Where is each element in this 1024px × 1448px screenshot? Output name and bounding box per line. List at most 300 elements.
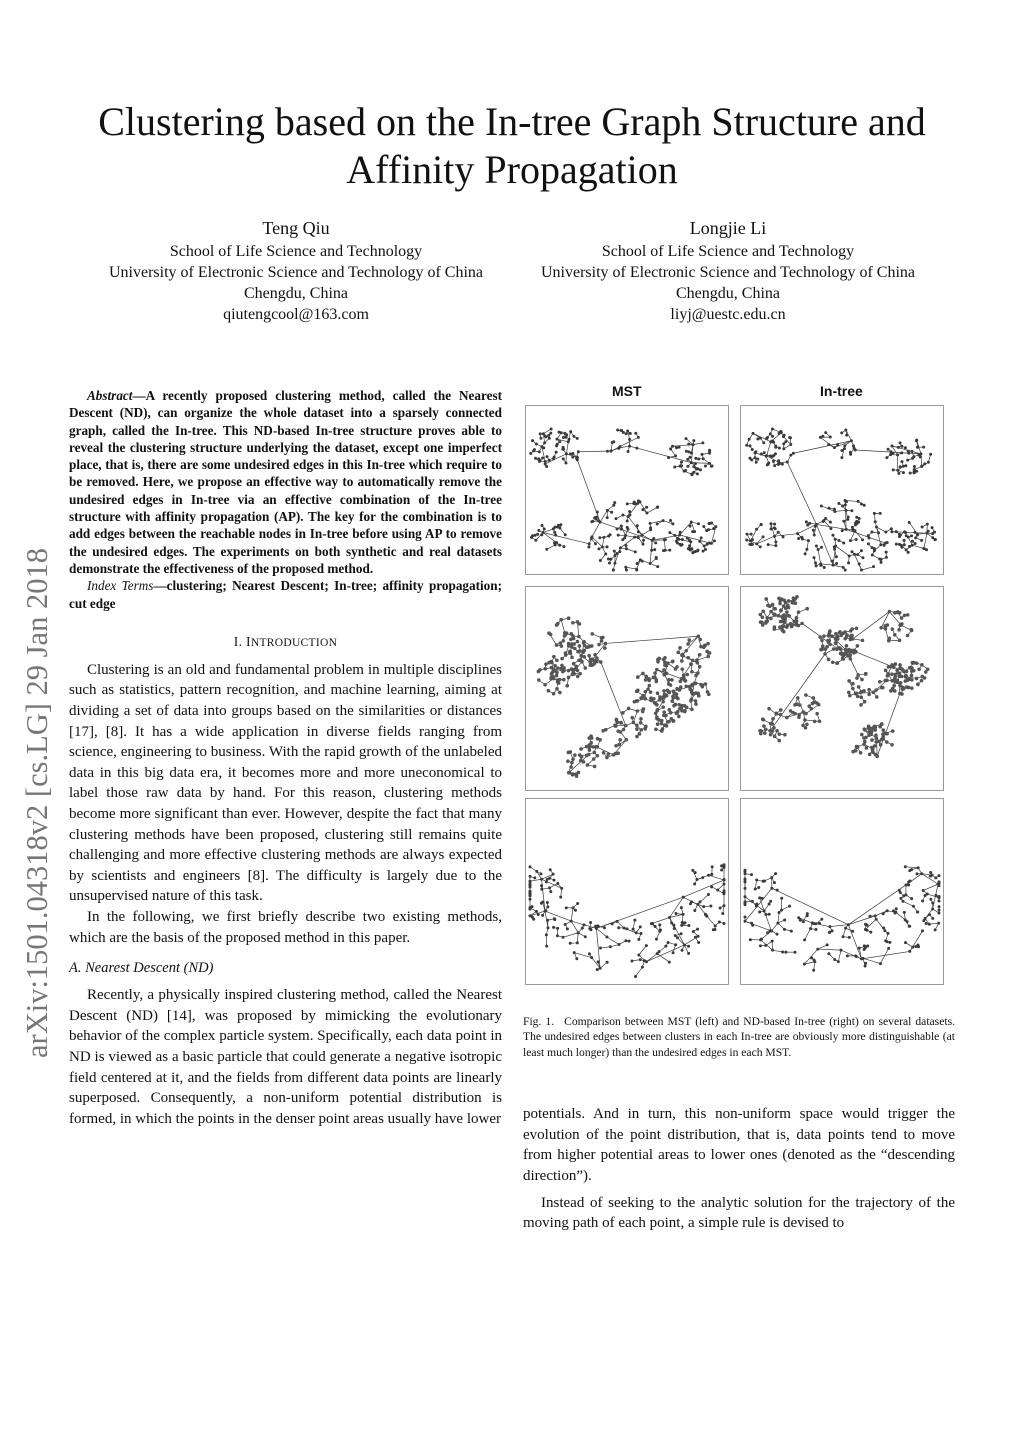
author-city: Chengdu, China	[676, 285, 780, 302]
graph-node	[755, 902, 758, 905]
graph-node	[934, 928, 937, 931]
graph-node	[562, 666, 566, 670]
graph-node	[938, 880, 941, 883]
graph-node	[850, 439, 853, 442]
graph-node	[575, 665, 579, 669]
graph-node	[889, 689, 893, 693]
graph-node	[556, 622, 560, 626]
graph-node	[567, 669, 571, 673]
graph-node	[624, 939, 627, 942]
graph-edge	[657, 954, 669, 962]
graph-node	[896, 680, 900, 684]
graph-node	[745, 444, 748, 447]
graph-node	[565, 906, 568, 909]
graph-node	[677, 703, 681, 707]
graph-node	[558, 544, 561, 547]
graph-node	[680, 932, 683, 935]
graph-node	[774, 445, 777, 448]
panel-mst-3	[525, 798, 729, 985]
graph-node	[544, 662, 548, 666]
graph-node	[796, 532, 799, 535]
graph-node	[761, 610, 765, 614]
graph-node	[780, 909, 783, 912]
graph-node	[572, 637, 576, 641]
graph-node	[540, 533, 543, 536]
graph-node	[537, 529, 540, 532]
graph-node	[576, 458, 579, 461]
graph-node	[672, 951, 675, 954]
graph-node	[617, 926, 620, 929]
graph-node	[549, 890, 552, 893]
graph-node	[769, 900, 772, 903]
graph-node	[570, 656, 574, 660]
graph-node	[851, 687, 855, 691]
graph-node	[843, 444, 846, 447]
graph-node	[534, 539, 537, 542]
graph-node	[799, 919, 802, 922]
graph-node	[576, 650, 580, 654]
graph-node	[604, 553, 607, 556]
graph-node	[795, 619, 799, 623]
graph-node	[900, 445, 903, 448]
graph-node	[674, 934, 677, 937]
graph-node	[920, 872, 923, 875]
graph-node	[701, 685, 705, 689]
graph-node	[911, 946, 914, 949]
graph-node	[751, 900, 754, 903]
graph-node	[540, 902, 543, 905]
graph-node	[895, 543, 898, 546]
graph-node	[890, 527, 893, 530]
graph-node	[797, 537, 800, 540]
graph-node	[891, 729, 895, 733]
graph-node	[938, 874, 941, 877]
graph-node	[678, 646, 682, 650]
graph-node	[601, 636, 605, 640]
graph-node	[626, 502, 629, 505]
graph-node	[847, 561, 850, 564]
graph-node	[694, 871, 697, 874]
graph-node	[910, 678, 914, 682]
graph-node	[698, 638, 702, 642]
graph-node	[826, 943, 829, 946]
graph-node	[893, 675, 897, 679]
graph-edge	[923, 884, 938, 890]
graph-node	[869, 931, 872, 934]
graph-node	[844, 428, 847, 431]
graph-node	[587, 654, 591, 658]
graph-node	[599, 967, 602, 970]
graph-node	[938, 905, 941, 908]
graph-node	[547, 661, 551, 665]
graph-node	[697, 694, 701, 698]
graph-edge	[757, 536, 775, 544]
graph-node	[871, 553, 874, 556]
graph-node	[580, 755, 584, 759]
graph-node	[913, 470, 916, 473]
graph-node	[583, 666, 587, 670]
graph-node	[833, 508, 836, 511]
graph-node	[798, 703, 802, 707]
graph-node	[686, 465, 689, 468]
graph-node	[678, 707, 682, 711]
graph-node	[851, 682, 855, 686]
graph-node	[847, 515, 850, 518]
graph-node	[806, 914, 809, 917]
graph-node	[782, 447, 785, 450]
graph-node	[579, 747, 583, 751]
graph-node	[850, 627, 854, 631]
graph-node	[788, 436, 791, 439]
graph-edge	[862, 567, 874, 570]
graph-node	[687, 952, 690, 955]
graph-node	[929, 898, 932, 901]
graph-edge	[680, 522, 692, 535]
graph-node	[614, 724, 618, 728]
graph-node	[662, 689, 666, 693]
graph-node	[675, 687, 679, 691]
graph-edge	[577, 933, 578, 943]
graph-node	[590, 632, 594, 636]
graph-node	[652, 676, 656, 680]
graph-node	[626, 429, 629, 432]
panel-intree-1	[740, 405, 944, 575]
graph-edge	[818, 949, 841, 950]
graph-node	[692, 439, 695, 442]
graph-intree-2	[741, 587, 943, 790]
graph-edge	[651, 918, 669, 924]
graph-node	[543, 441, 546, 444]
graph-node	[672, 704, 676, 708]
graph-node	[863, 700, 867, 704]
graph-node	[619, 721, 623, 725]
graph-node	[649, 526, 652, 529]
graph-node	[870, 531, 873, 534]
graph-node	[916, 910, 919, 913]
graph-node	[902, 894, 905, 897]
graph-node	[887, 673, 891, 677]
graph-node	[608, 561, 611, 564]
index-terms-body: —clustering; Nearest Descent; In-tree; affinity propagation; cut edge	[69, 578, 502, 611]
graph-node	[639, 925, 642, 928]
graph-node	[842, 520, 845, 523]
graph-node	[632, 928, 635, 931]
graph-node	[649, 690, 653, 694]
graph-node	[534, 457, 537, 460]
graph-node	[773, 523, 776, 526]
graph-node	[837, 960, 840, 963]
graph-node	[886, 940, 889, 943]
graph-node	[925, 922, 928, 925]
graph-node	[812, 556, 815, 559]
graph-node	[863, 728, 867, 732]
graph-node	[759, 545, 762, 548]
graph-node	[529, 892, 532, 895]
graph-node	[572, 906, 575, 909]
graph-node	[553, 664, 557, 668]
graph-node	[771, 435, 774, 438]
graph-node	[688, 456, 691, 459]
graph-node	[781, 463, 784, 466]
graph-node	[599, 660, 603, 664]
graph-node	[906, 613, 910, 617]
graph-node	[537, 670, 541, 674]
graph-node	[707, 693, 711, 697]
graph-node	[833, 446, 836, 449]
graph-node	[886, 541, 889, 544]
graph-node	[707, 522, 710, 525]
graph-node	[773, 613, 777, 617]
graph-node	[635, 723, 639, 727]
graph-node	[555, 438, 558, 441]
graph-node	[862, 736, 866, 740]
graph-node	[920, 465, 923, 468]
graph-node	[694, 674, 698, 678]
graph-node	[916, 533, 919, 536]
graph-edge	[635, 967, 642, 976]
graph-node	[861, 556, 864, 559]
graph-node	[929, 871, 932, 874]
graph-edge	[665, 540, 666, 550]
graph-node	[670, 922, 673, 925]
graph-node	[723, 889, 726, 892]
graph-node	[874, 520, 877, 523]
graph-node	[834, 637, 838, 641]
graph-node	[702, 905, 705, 908]
graph-node	[748, 457, 751, 460]
graph-node	[818, 635, 822, 639]
graph-node	[543, 667, 547, 671]
graph-node	[819, 564, 822, 567]
graph-node	[848, 936, 851, 939]
graph-node	[751, 538, 754, 541]
graph-node	[542, 446, 545, 449]
graph-node	[922, 919, 925, 922]
graph-node	[596, 745, 600, 749]
graph-node	[602, 751, 606, 755]
graph-node	[683, 709, 687, 713]
graph-node	[795, 616, 799, 620]
graph-node	[854, 749, 858, 753]
graph-node	[587, 546, 590, 549]
graph-node	[908, 925, 911, 928]
graph-node	[828, 931, 831, 934]
graph-node	[594, 542, 597, 545]
graph-node	[635, 735, 639, 739]
graph-node	[795, 595, 799, 599]
graph-node	[885, 556, 888, 559]
graph-node	[860, 569, 863, 572]
graph-node	[596, 737, 600, 741]
graph-node	[589, 921, 592, 924]
graph-node	[779, 713, 783, 717]
graph-node	[690, 670, 694, 674]
graph-node	[679, 680, 683, 684]
graph-node	[898, 611, 902, 615]
graph-node	[679, 531, 682, 534]
graph-node	[573, 753, 577, 757]
graph-node	[773, 607, 777, 611]
graph-node	[582, 760, 586, 764]
graph-node	[783, 616, 787, 620]
graph-edge	[571, 908, 573, 921]
graph-node	[656, 565, 659, 568]
graph-node	[931, 536, 934, 539]
graph-node	[879, 962, 882, 965]
graph-node	[562, 457, 565, 460]
graph-node	[564, 461, 567, 464]
graph-node	[803, 718, 807, 722]
graph-node	[910, 897, 913, 900]
graph-node	[535, 443, 538, 446]
author-email: qiutengcool@163.com	[223, 306, 369, 323]
graph-node	[915, 439, 918, 442]
graph-node	[929, 453, 932, 456]
graph-node	[811, 696, 815, 700]
graph-node	[770, 722, 774, 726]
graph-node	[848, 694, 852, 698]
graph-node	[677, 538, 680, 541]
graph-node	[548, 886, 551, 889]
graph-node	[745, 539, 748, 542]
graph-node	[625, 927, 628, 930]
graph-edge	[563, 933, 578, 938]
graph-node	[868, 727, 872, 731]
graph-node	[859, 751, 863, 755]
graph-node	[635, 727, 639, 731]
graph-node	[831, 660, 835, 664]
graph-node	[701, 453, 704, 456]
graph-edge	[856, 652, 904, 672]
graph-node	[595, 656, 599, 660]
graph-node	[820, 546, 823, 549]
graph-node	[541, 914, 544, 917]
graph-node	[880, 558, 883, 561]
graph-node	[656, 722, 660, 726]
graph-node	[744, 902, 747, 905]
graph-node	[550, 675, 554, 679]
graph-node	[578, 622, 582, 626]
graph-node	[675, 665, 679, 669]
graph-node	[628, 445, 631, 448]
graph-node	[544, 460, 547, 463]
graph-node	[853, 553, 856, 556]
graph-node	[543, 434, 546, 437]
graph-node	[576, 669, 580, 673]
graph-node	[571, 621, 575, 625]
graph-node	[885, 740, 889, 744]
author-univ: University of Electronic Science and Technology of China	[540, 264, 916, 281]
graph-node	[679, 685, 683, 689]
graph-node	[783, 434, 786, 437]
graph-node	[718, 920, 721, 923]
graph-node	[690, 688, 694, 692]
graph-node	[600, 639, 604, 643]
graph-node	[765, 616, 769, 620]
graph-node	[691, 530, 694, 533]
graph-node	[685, 673, 689, 677]
graph-node	[778, 447, 781, 450]
graph-node	[583, 923, 586, 926]
graph-node	[689, 902, 692, 905]
graph-node	[709, 905, 712, 908]
graph-node	[749, 938, 752, 941]
graph-node	[784, 440, 787, 443]
graph-node	[567, 616, 571, 620]
graph-node	[771, 729, 775, 733]
graph-intree-1	[741, 406, 943, 574]
graph-node	[566, 927, 569, 930]
graph-node	[606, 961, 609, 964]
graph-node	[754, 887, 757, 890]
graph-node	[568, 650, 572, 654]
graph-node	[744, 920, 747, 923]
graph-node	[924, 670, 928, 674]
graph-node	[693, 909, 696, 912]
graph-node	[698, 540, 701, 543]
graph-node	[838, 630, 842, 634]
graph-node	[897, 446, 900, 449]
graph-node	[663, 693, 667, 697]
graph-node	[658, 950, 661, 953]
graph-node	[774, 544, 777, 547]
graph-node	[788, 905, 791, 908]
graph-node	[885, 551, 888, 554]
graph-edge	[818, 945, 827, 949]
graph-node	[553, 526, 556, 529]
graph-node	[682, 913, 685, 916]
graph-node	[547, 689, 551, 693]
graph-node	[653, 548, 656, 551]
graph-node	[840, 431, 843, 434]
graph-node	[625, 569, 628, 572]
graph-node	[907, 686, 911, 690]
graph-node	[590, 956, 593, 959]
graph-node	[884, 531, 887, 534]
graph-node	[823, 652, 827, 656]
graph-node	[605, 756, 609, 760]
graph-edge	[835, 510, 846, 511]
graph-node	[824, 431, 827, 434]
graph-node	[864, 962, 867, 965]
graph-edge	[647, 507, 657, 513]
graph-node	[861, 639, 865, 643]
graph-node	[860, 733, 864, 737]
graph-node	[786, 461, 789, 464]
graph-node	[540, 872, 543, 875]
graph-node	[771, 455, 774, 458]
graph-node	[602, 536, 605, 539]
graph-node	[550, 671, 554, 675]
graph-node	[683, 704, 687, 708]
graph-node	[544, 909, 547, 912]
graph-node	[555, 687, 559, 691]
graph-edge	[924, 533, 927, 548]
graph-edge	[836, 546, 849, 556]
graph-node	[708, 449, 711, 452]
graph-node	[641, 533, 644, 536]
graph-node	[636, 699, 640, 703]
graph-node	[555, 444, 558, 447]
graph-node	[576, 902, 579, 905]
graph-node	[662, 668, 666, 672]
graph-node	[910, 666, 914, 670]
graph-node	[644, 678, 648, 682]
graph-edge	[805, 929, 811, 940]
graph-node	[618, 738, 622, 742]
graph-node	[639, 958, 642, 961]
graph-node	[552, 926, 555, 929]
